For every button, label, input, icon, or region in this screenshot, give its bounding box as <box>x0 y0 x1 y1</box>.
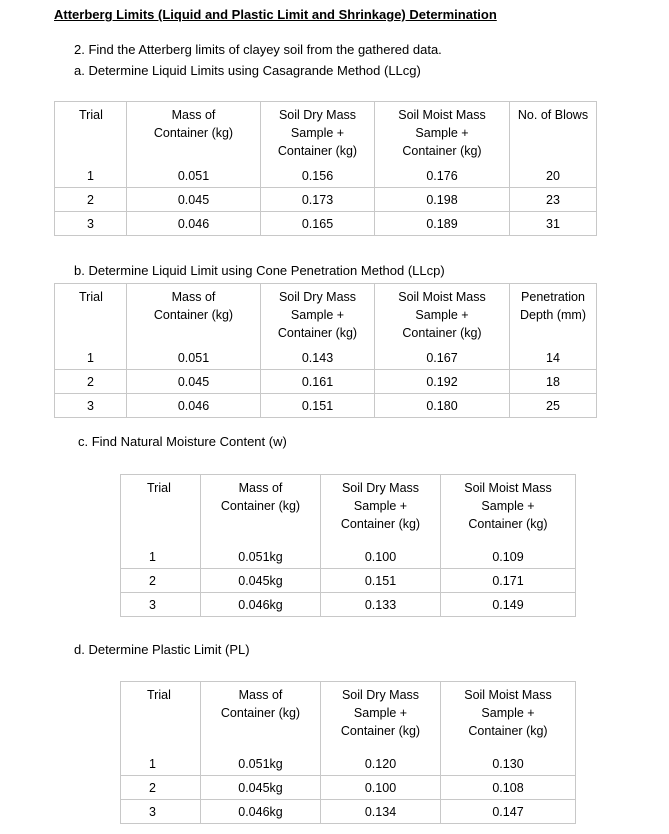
header-container-mass <box>201 475 321 546</box>
header-container-mass <box>201 682 321 753</box>
table-row <box>55 188 597 212</box>
header-trial: Trial <box>55 284 127 347</box>
cell-container-mass: 0.046kg <box>201 800 321 824</box>
cell-dry-mass: 0.151 <box>321 569 441 593</box>
cell-dry-mass: 0.165 <box>261 212 375 236</box>
cell-container-mass: 0.046 <box>127 212 261 236</box>
cell-moist-mass: 0.130 <box>441 752 576 776</box>
header-text: Soil Moist Mass Sample + Container (kg) <box>398 108 486 158</box>
cone-penetration-table <box>54 283 597 418</box>
header-moist-mass <box>375 284 510 347</box>
cell-trial: 1 <box>55 164 127 188</box>
header-text: Mass of Container (kg) <box>220 688 301 720</box>
cell-trial: 3 <box>55 394 127 418</box>
cell-penetration: 18 <box>510 370 597 394</box>
cell-container-mass: 0.051 <box>127 164 261 188</box>
table-row <box>55 164 597 188</box>
cell-dry-mass: 0.100 <box>321 545 441 569</box>
header-text: Soil Dry Mass Sample + Container (kg) <box>340 481 421 531</box>
cell-dry-mass: 0.120 <box>321 752 441 776</box>
cell-moist-mass: 0.180 <box>375 394 510 418</box>
table-row <box>121 776 576 800</box>
cell-container-mass: 0.045 <box>127 188 261 212</box>
cell-dry-mass: 0.143 <box>261 346 375 370</box>
header-trial: Trial <box>55 102 127 165</box>
header-text: Mass of Container (kg) <box>153 290 234 322</box>
table-row <box>121 593 576 617</box>
cell-dry-mass: 0.173 <box>261 188 375 212</box>
plastic-limit-table <box>120 681 576 824</box>
table-header-row <box>121 682 576 753</box>
cell-moist-mass: 0.176 <box>375 164 510 188</box>
cell-blows: 23 <box>510 188 597 212</box>
header-blows <box>510 102 597 165</box>
cell-moist-mass: 0.198 <box>375 188 510 212</box>
document-title: Atterberg Limits (Liquid and Plastic Limit and Shrinkage) Determination <box>54 7 497 22</box>
cell-penetration: 14 <box>510 346 597 370</box>
header-container-mass <box>127 102 261 165</box>
header-trial: Trial <box>121 682 201 753</box>
cell-container-mass: 0.051kg <box>201 545 321 569</box>
header-dry-mass <box>321 475 441 546</box>
header-text: Penetration Depth (mm) <box>520 290 586 322</box>
header-moist-mass <box>375 102 510 165</box>
question-c: c. Find Natural Moisture Content (w) <box>78 434 287 449</box>
header-text: Soil Moist Mass Sample + Container (kg) <box>464 688 552 738</box>
cell-container-mass: 0.046 <box>127 394 261 418</box>
header-text: Soil Dry Mass Sample + Container (kg) <box>277 290 358 340</box>
table-header-row <box>55 102 597 165</box>
header-text: Soil Moist Mass Sample + Container (kg) <box>398 290 486 340</box>
header-text: Mass of Container (kg) <box>220 481 301 513</box>
header-dry-mass <box>321 682 441 753</box>
casagrande-table <box>54 101 597 236</box>
question-d: d. Determine Plastic Limit (PL) <box>74 642 250 657</box>
cell-trial: 3 <box>121 800 201 824</box>
cell-dry-mass: 0.133 <box>321 593 441 617</box>
question-a: a. Determine Liquid Limits using Casagrande Method (LLcg) <box>74 63 421 78</box>
cell-dry-mass: 0.156 <box>261 164 375 188</box>
table-row <box>121 569 576 593</box>
cell-trial: 3 <box>121 593 201 617</box>
cell-moist-mass: 0.109 <box>441 545 576 569</box>
cell-moist-mass: 0.167 <box>375 346 510 370</box>
cell-container-mass: 0.046kg <box>201 593 321 617</box>
cell-penetration: 25 <box>510 394 597 418</box>
table-header-row <box>55 284 597 347</box>
table-row <box>55 346 597 370</box>
question-b: b. Determine Liquid Limit using Cone Penetration Method (LLcp) <box>74 263 445 278</box>
cell-dry-mass: 0.151 <box>261 394 375 418</box>
header-dry-mass <box>261 102 375 165</box>
cell-dry-mass: 0.134 <box>321 800 441 824</box>
header-moist-mass <box>441 682 576 753</box>
moisture-content-table <box>120 474 576 617</box>
cell-trial: 1 <box>121 545 201 569</box>
header-moist-mass <box>441 475 576 546</box>
table-row <box>55 370 597 394</box>
cell-moist-mass: 0.108 <box>441 776 576 800</box>
header-container-mass <box>127 284 261 347</box>
cell-container-mass: 0.051kg <box>201 752 321 776</box>
cell-moist-mass: 0.147 <box>441 800 576 824</box>
cell-dry-mass: 0.100 <box>321 776 441 800</box>
table-header-row <box>121 475 576 546</box>
header-trial: Trial <box>121 475 201 546</box>
header-text: Soil Dry Mass Sample + Container (kg) <box>277 108 358 158</box>
header-text: Soil Dry Mass Sample + Container (kg) <box>340 688 421 738</box>
question-2: 2. Find the Atterberg limits of clayey soil from the gathered data. <box>74 42 442 57</box>
cell-trial: 1 <box>121 752 201 776</box>
cell-container-mass: 0.045 <box>127 370 261 394</box>
cell-blows: 31 <box>510 212 597 236</box>
cell-trial: 2 <box>121 776 201 800</box>
header-dry-mass <box>261 284 375 347</box>
cell-trial: 1 <box>55 346 127 370</box>
cell-container-mass: 0.045kg <box>201 776 321 800</box>
table-row <box>55 212 597 236</box>
table-row <box>121 800 576 824</box>
cell-container-mass: 0.051 <box>127 346 261 370</box>
cell-trial: 2 <box>55 188 127 212</box>
header-penetration <box>510 284 597 347</box>
header-text: Soil Moist Mass Sample + Container (kg) <box>464 481 552 531</box>
header-text: No. of Blows <box>517 108 589 122</box>
cell-moist-mass: 0.192 <box>375 370 510 394</box>
cell-trial: 2 <box>55 370 127 394</box>
table-row <box>55 394 597 418</box>
cell-dry-mass: 0.161 <box>261 370 375 394</box>
cell-trial: 2 <box>121 569 201 593</box>
header-text: Mass of Container (kg) <box>153 108 234 140</box>
cell-trial: 3 <box>55 212 127 236</box>
cell-container-mass: 0.045kg <box>201 569 321 593</box>
cell-moist-mass: 0.189 <box>375 212 510 236</box>
table-row <box>121 752 576 776</box>
cell-moist-mass: 0.149 <box>441 593 576 617</box>
cell-moist-mass: 0.171 <box>441 569 576 593</box>
cell-blows: 20 <box>510 164 597 188</box>
table-row <box>121 545 576 569</box>
